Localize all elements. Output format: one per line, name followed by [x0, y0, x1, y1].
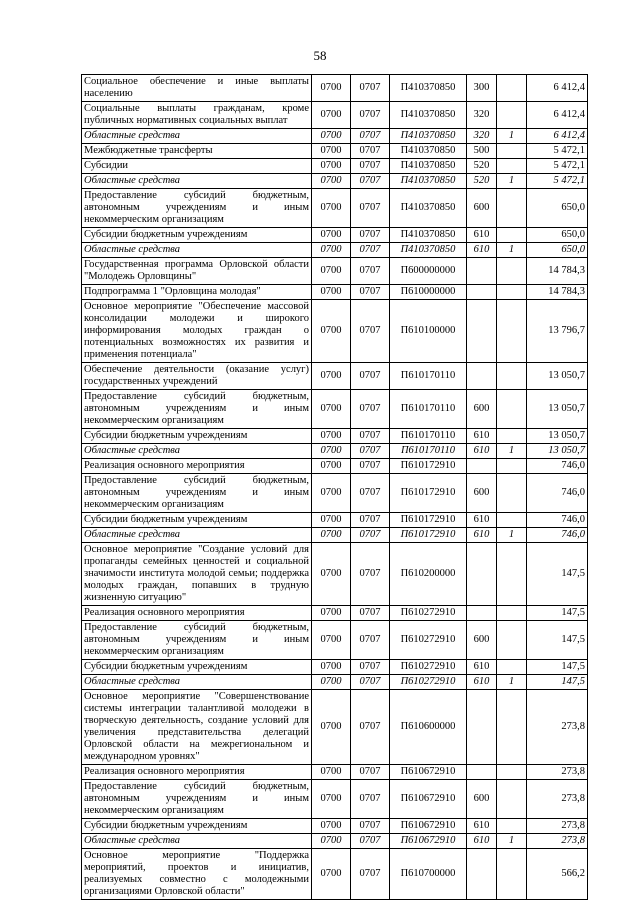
table-row — [82, 129, 588, 144]
expense-type-code: 610 — [467, 834, 497, 849]
target-article-code: П410370850 — [390, 228, 467, 243]
budget-table — [81, 74, 588, 900]
row-name: Областные средства — [82, 174, 312, 189]
expense-type-code — [467, 363, 497, 390]
amount: 6 412,4 — [527, 75, 588, 102]
target-article-code: П600000000 — [390, 258, 467, 285]
row-name: Государственная программа Орловской области "Молодежь Орловщины" — [82, 258, 312, 285]
funding-source-code — [497, 285, 527, 300]
subsection-code: 0707 — [351, 102, 390, 129]
target-article-code: П610600000 — [390, 690, 467, 765]
chapter-code: 0700 — [312, 513, 351, 528]
expense-type-code — [467, 258, 497, 285]
subsection-code: 0707 — [351, 606, 390, 621]
expense-type-code: 610 — [467, 513, 497, 528]
amount: 746,0 — [527, 528, 588, 543]
chapter-code: 0700 — [312, 543, 351, 606]
row-name: Областные средства — [82, 243, 312, 258]
subsection-code: 0707 — [351, 300, 390, 363]
target-article-code: П610172910 — [390, 459, 467, 474]
subsection-code: 0707 — [351, 621, 390, 660]
target-article-code: П610170110 — [390, 444, 467, 459]
expense-type-code — [467, 459, 497, 474]
chapter-code: 0700 — [312, 258, 351, 285]
table-row — [82, 474, 588, 513]
subsection-code: 0707 — [351, 675, 390, 690]
target-article-code: П610272910 — [390, 621, 467, 660]
amount: 746,0 — [527, 513, 588, 528]
target-article-code: П610172910 — [390, 474, 467, 513]
table-row — [82, 765, 588, 780]
funding-source-code — [497, 819, 527, 834]
row-name: Субсидии бюджетным учреждениям — [82, 819, 312, 834]
target-article-code: П610100000 — [390, 300, 467, 363]
target-article-code: П410370850 — [390, 243, 467, 258]
subsection-code: 0707 — [351, 474, 390, 513]
subsection-code: 0707 — [351, 513, 390, 528]
amount: 6 412,4 — [527, 102, 588, 129]
chapter-code: 0700 — [312, 819, 351, 834]
row-name: Субсидии бюджетным учреждениям — [82, 429, 312, 444]
amount: 13 050,7 — [527, 390, 588, 429]
expense-type-code — [467, 765, 497, 780]
row-name: Основное мероприятие "Совершенствование системы интеграции талантливой молодежи в творческую деятельность, создание условий для увеличения представительства делегаций Орловской области на межрегиональном и международном уровнях" — [82, 690, 312, 765]
subsection-code: 0707 — [351, 459, 390, 474]
amount: 6 412,4 — [527, 129, 588, 144]
chapter-code: 0700 — [312, 189, 351, 228]
funding-source-code — [497, 300, 527, 363]
funding-source-code — [497, 543, 527, 606]
table-row — [82, 390, 588, 429]
table-row — [82, 543, 588, 606]
expense-type-code: 600 — [467, 780, 497, 819]
subsection-code: 0707 — [351, 258, 390, 285]
expense-type-code: 500 — [467, 144, 497, 159]
funding-source-code: 1 — [497, 834, 527, 849]
table-row — [82, 363, 588, 390]
table-row — [82, 849, 588, 900]
chapter-code: 0700 — [312, 228, 351, 243]
row-name: Субсидии — [82, 159, 312, 174]
target-article-code: П610200000 — [390, 543, 467, 606]
amount: 147,5 — [527, 675, 588, 690]
subsection-code: 0707 — [351, 144, 390, 159]
row-name: Основное мероприятие "Создание условий для пропаганды семейных ценностей и социальной значимости института молодой семьи; поддержка молодых граждан, попавших в трудную жизненную ситуацию" — [82, 543, 312, 606]
chapter-code: 0700 — [312, 174, 351, 189]
target-article-code: П410370850 — [390, 129, 467, 144]
row-name: Межбюджетные трансферты — [82, 144, 312, 159]
expense-type-code: 610 — [467, 660, 497, 675]
chapter-code: 0700 — [312, 285, 351, 300]
amount: 650,0 — [527, 243, 588, 258]
funding-source-code — [497, 474, 527, 513]
target-article-code: П610272910 — [390, 660, 467, 675]
subsection-code: 0707 — [351, 444, 390, 459]
subsection-code: 0707 — [351, 129, 390, 144]
row-name: Основное мероприятие "Поддержка мероприятий, проектов и инициатив, реализуемых совместно с молодежными организациями Орловской области" — [82, 849, 312, 900]
expense-type-code: 600 — [467, 189, 497, 228]
chapter-code: 0700 — [312, 780, 351, 819]
funding-source-code — [497, 228, 527, 243]
table-row — [82, 300, 588, 363]
chapter-code: 0700 — [312, 102, 351, 129]
table-row — [82, 444, 588, 459]
row-name: Субсидии бюджетным учреждениям — [82, 660, 312, 675]
amount: 5 472,1 — [527, 159, 588, 174]
funding-source-code: 1 — [497, 129, 527, 144]
row-name: Социальные выплаты гражданам, кроме публичных нормативных социальных выплат — [82, 102, 312, 129]
funding-source-code — [497, 144, 527, 159]
amount: 13 050,7 — [527, 444, 588, 459]
row-name: Предоставление субсидий бюджетным, автономным учреждениям и иным некоммерческим организациям — [82, 390, 312, 429]
chapter-code: 0700 — [312, 129, 351, 144]
row-name: Предоставление субсидий бюджетным, автономным учреждениям и иным некоммерческим организациям — [82, 780, 312, 819]
amount: 273,8 — [527, 834, 588, 849]
target-article-code: П610672910 — [390, 834, 467, 849]
funding-source-code — [497, 363, 527, 390]
funding-source-code — [497, 765, 527, 780]
target-article-code: П410370850 — [390, 174, 467, 189]
amount: 13 796,7 — [527, 300, 588, 363]
amount: 5 472,1 — [527, 174, 588, 189]
target-article-code: П610672910 — [390, 819, 467, 834]
target-article-code: П410370850 — [390, 189, 467, 228]
amount: 746,0 — [527, 459, 588, 474]
subsection-code: 0707 — [351, 243, 390, 258]
amount: 5 472,1 — [527, 144, 588, 159]
expense-type-code: 610 — [467, 819, 497, 834]
target-article-code: П610272910 — [390, 606, 467, 621]
funding-source-code — [497, 606, 527, 621]
expense-type-code: 600 — [467, 390, 497, 429]
expense-type-code — [467, 285, 497, 300]
chapter-code: 0700 — [312, 429, 351, 444]
subsection-code: 0707 — [351, 429, 390, 444]
table-row — [82, 159, 588, 174]
row-name: Реализация основного мероприятия — [82, 606, 312, 621]
funding-source-code — [497, 390, 527, 429]
row-name: Областные средства — [82, 129, 312, 144]
chapter-code: 0700 — [312, 621, 351, 660]
funding-source-code — [497, 849, 527, 900]
row-name: Областные средства — [82, 528, 312, 543]
funding-source-code: 1 — [497, 174, 527, 189]
table-row — [82, 144, 588, 159]
subsection-code: 0707 — [351, 189, 390, 228]
target-article-code: П610700000 — [390, 849, 467, 900]
row-name: Основное мероприятие "Обеспечение массовой консолидации молодежи и широкого информирования молодых граждан о потенциальных возможностях их развития и применения потенциала" — [82, 300, 312, 363]
row-name: Субсидии бюджетным учреждениям — [82, 513, 312, 528]
row-name: Обеспечение деятельности (оказание услуг) государственных учреждений — [82, 363, 312, 390]
table-row — [82, 528, 588, 543]
chapter-code: 0700 — [312, 144, 351, 159]
table-row — [82, 258, 588, 285]
target-article-code: П410370850 — [390, 159, 467, 174]
table-row — [82, 675, 588, 690]
amount: 147,5 — [527, 543, 588, 606]
chapter-code: 0700 — [312, 75, 351, 102]
row-name: Предоставление субсидий бюджетным, автономным учреждениям и иным некоммерческим организациям — [82, 621, 312, 660]
expense-type-code: 610 — [467, 444, 497, 459]
funding-source-code — [497, 513, 527, 528]
row-name: Субсидии бюджетным учреждениям — [82, 228, 312, 243]
table-row — [82, 459, 588, 474]
funding-source-code — [497, 75, 527, 102]
expense-type-code: 600 — [467, 621, 497, 660]
expense-type-code: 610 — [467, 429, 497, 444]
expense-type-code: 300 — [467, 75, 497, 102]
target-article-code: П610672910 — [390, 765, 467, 780]
subsection-code: 0707 — [351, 285, 390, 300]
subsection-code: 0707 — [351, 174, 390, 189]
funding-source-code — [497, 102, 527, 129]
table-row — [82, 834, 588, 849]
subsection-code: 0707 — [351, 765, 390, 780]
row-name: Предоставление субсидий бюджетным, автономным учреждениям и иным некоммерческим организациям — [82, 474, 312, 513]
expense-type-code: 320 — [467, 129, 497, 144]
expense-type-code: 610 — [467, 528, 497, 543]
chapter-code: 0700 — [312, 675, 351, 690]
table-row — [82, 75, 588, 102]
subsection-code: 0707 — [351, 75, 390, 102]
target-article-code: П610172910 — [390, 513, 467, 528]
chapter-code: 0700 — [312, 300, 351, 363]
chapter-code: 0700 — [312, 834, 351, 849]
chapter-code: 0700 — [312, 765, 351, 780]
target-article-code: П610272910 — [390, 675, 467, 690]
subsection-code: 0707 — [351, 690, 390, 765]
funding-source-code — [497, 780, 527, 819]
funding-source-code: 1 — [497, 528, 527, 543]
table-row — [82, 243, 588, 258]
table-row — [82, 780, 588, 819]
funding-source-code — [497, 690, 527, 765]
amount: 650,0 — [527, 228, 588, 243]
subsection-code: 0707 — [351, 363, 390, 390]
subsection-code: 0707 — [351, 819, 390, 834]
expense-type-code — [467, 690, 497, 765]
row-name: Реализация основного мероприятия — [82, 765, 312, 780]
subsection-code: 0707 — [351, 228, 390, 243]
funding-source-code: 1 — [497, 243, 527, 258]
target-article-code: П610000000 — [390, 285, 467, 300]
table-row — [82, 513, 588, 528]
table-row — [82, 189, 588, 228]
amount: 14 784,3 — [527, 285, 588, 300]
subsection-code: 0707 — [351, 159, 390, 174]
expense-type-code: 520 — [467, 159, 497, 174]
amount: 746,0 — [527, 474, 588, 513]
funding-source-code — [497, 258, 527, 285]
target-article-code: П410370850 — [390, 102, 467, 129]
chapter-code: 0700 — [312, 243, 351, 258]
funding-source-code — [497, 429, 527, 444]
table-row — [82, 621, 588, 660]
target-article-code: П610170110 — [390, 363, 467, 390]
funding-source-code: 1 — [497, 675, 527, 690]
subsection-code: 0707 — [351, 849, 390, 900]
page-number: 58 — [313, 48, 327, 63]
table-row — [82, 819, 588, 834]
chapter-code: 0700 — [312, 159, 351, 174]
expense-type-code: 610 — [467, 228, 497, 243]
expense-type-code — [467, 849, 497, 900]
expense-type-code: 520 — [467, 174, 497, 189]
expense-type-code: 610 — [467, 675, 497, 690]
expense-type-code: 610 — [467, 243, 497, 258]
chapter-code: 0700 — [312, 528, 351, 543]
subsection-code: 0707 — [351, 390, 390, 429]
row-name: Областные средства — [82, 675, 312, 690]
subsection-code: 0707 — [351, 834, 390, 849]
budget-table-body — [82, 75, 588, 900]
amount: 273,8 — [527, 765, 588, 780]
amount: 273,8 — [527, 780, 588, 819]
row-name: Областные средства — [82, 444, 312, 459]
target-article-code: П610172910 — [390, 528, 467, 543]
expense-type-code — [467, 543, 497, 606]
funding-source-code: 1 — [497, 444, 527, 459]
table-row — [82, 660, 588, 675]
funding-source-code — [497, 189, 527, 228]
table-row — [82, 285, 588, 300]
chapter-code: 0700 — [312, 660, 351, 675]
chapter-code: 0700 — [312, 849, 351, 900]
expense-type-code: 600 — [467, 474, 497, 513]
table-row — [82, 102, 588, 129]
funding-source-code — [497, 621, 527, 660]
funding-source-code — [497, 159, 527, 174]
amount: 147,5 — [527, 621, 588, 660]
target-article-code: П610170110 — [390, 429, 467, 444]
target-article-code: П610672910 — [390, 780, 467, 819]
table-row — [82, 174, 588, 189]
amount: 566,2 — [527, 849, 588, 900]
table-row — [82, 606, 588, 621]
chapter-code: 0700 — [312, 390, 351, 429]
subsection-code: 0707 — [351, 660, 390, 675]
target-article-code: П410370850 — [390, 144, 467, 159]
table-row — [82, 429, 588, 444]
table-row — [82, 228, 588, 243]
amount: 147,5 — [527, 606, 588, 621]
chapter-code: 0700 — [312, 444, 351, 459]
amount: 650,0 — [527, 189, 588, 228]
amount: 13 050,7 — [527, 363, 588, 390]
subsection-code: 0707 — [351, 543, 390, 606]
chapter-code: 0700 — [312, 459, 351, 474]
chapter-code: 0700 — [312, 363, 351, 390]
expense-type-code — [467, 300, 497, 363]
subsection-code: 0707 — [351, 528, 390, 543]
amount: 273,8 — [527, 690, 588, 765]
amount: 273,8 — [527, 819, 588, 834]
chapter-code: 0700 — [312, 474, 351, 513]
amount: 14 784,3 — [527, 258, 588, 285]
chapter-code: 0700 — [312, 606, 351, 621]
table-row — [82, 690, 588, 765]
expense-type-code: 320 — [467, 102, 497, 129]
amount: 13 050,7 — [527, 429, 588, 444]
chapter-code: 0700 — [312, 690, 351, 765]
subsection-code: 0707 — [351, 780, 390, 819]
amount: 147,5 — [527, 660, 588, 675]
row-name: Социальное обеспечение и иные выплаты населению — [82, 75, 312, 102]
funding-source-code — [497, 660, 527, 675]
row-name: Областные средства — [82, 834, 312, 849]
target-article-code: П410370850 — [390, 75, 467, 102]
row-name: Предоставление субсидий бюджетным, автономным учреждениям и иным некоммерческим организациям — [82, 189, 312, 228]
expense-type-code — [467, 606, 497, 621]
funding-source-code — [497, 459, 527, 474]
row-name: Реализация основного мероприятия — [82, 459, 312, 474]
row-name: Подпрограмма 1 "Орловщина молодая" — [82, 285, 312, 300]
target-article-code: П610170110 — [390, 390, 467, 429]
